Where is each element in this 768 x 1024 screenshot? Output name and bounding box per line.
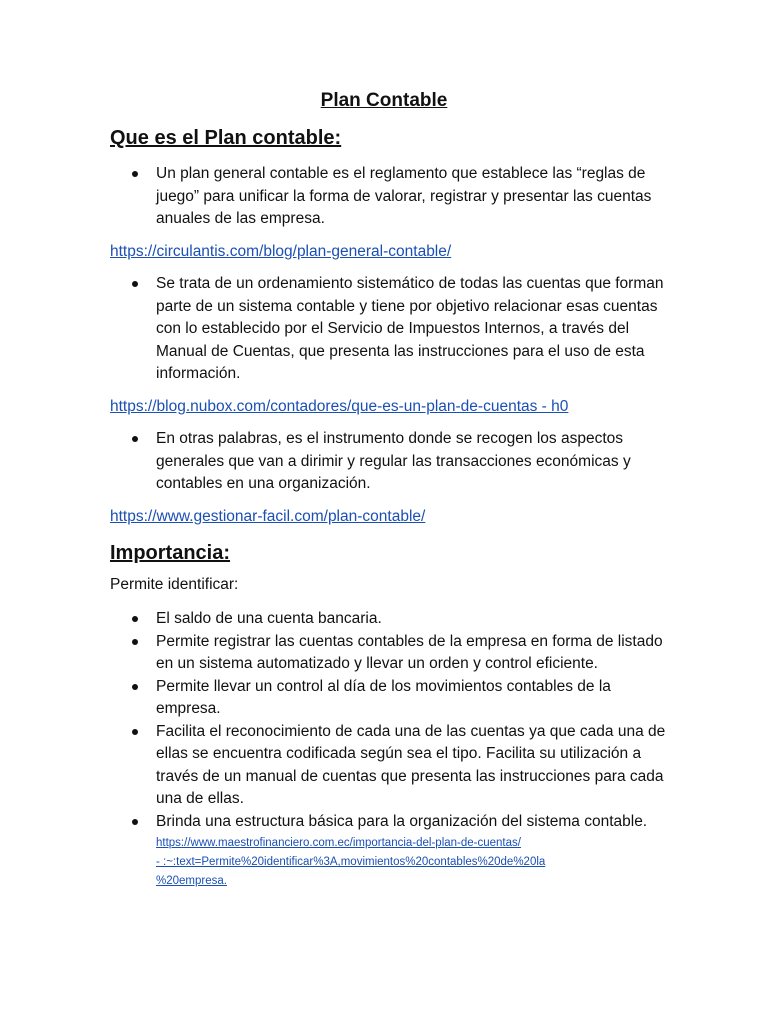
- bullet-icon: [132, 819, 138, 825]
- list-item: [110, 608, 670, 631]
- bullet-text: En otras palabras, es el instrumento donde se recogen los aspectos generales que van a dirimir y regular las transacciones económicas y contables en una organización.: [156, 430, 631, 492]
- list-item: [110, 676, 670, 721]
- bullet-icon: [132, 684, 138, 690]
- list-item: [110, 811, 670, 892]
- bullet-list-definition-3: [110, 428, 670, 496]
- bullet-text: El saldo de una cuenta bancaria.: [156, 610, 382, 627]
- list-item: [110, 428, 670, 496]
- intro-text: Permite identificar:: [110, 576, 239, 593]
- bullet-text: Un plan general contable es el reglamento que establece las “reglas de juego” para unificar la forma de valorar, registrar y presentar las cuentas anuales de las empresa.: [156, 165, 652, 227]
- bullet-text: Brinda una estructura básica para la organización del sistema contable.: [156, 812, 648, 830]
- bullet-icon: [132, 729, 138, 735]
- bullet-list-definition-1: [110, 163, 670, 231]
- source-link-maestrofinanciero-line-1[interactable]: https://www.maestrofinanciero.com.ec/importancia-del-plan-de-cuentas/: [156, 837, 521, 849]
- bullet-icon: [132, 639, 138, 645]
- bullet-icon: [132, 616, 138, 622]
- section-heading-importancia: Importancia:: [110, 542, 231, 564]
- bullet-text: Permite llevar un control al día de los movimientos contables de la empresa.: [156, 677, 611, 717]
- bullet-text: Permite registrar las cuentas contables de la empresa en forma de listado en un sistema automatizado y llevar un orden y control eficiente.: [156, 632, 663, 672]
- bullet-icon: [132, 281, 138, 287]
- list-item: [110, 631, 670, 676]
- section-heading-que-es: Que es el Plan contable:: [110, 127, 342, 149]
- list-item: [110, 273, 670, 386]
- bullet-text: Facilita el reconocimiento de cada una de las cuentas ya que cada una de ellas se encuentra codificada según sea el tipo. Facilita su utilización a través de un manual de cuentas que presenta las instrucciones para cada una de ellas.: [156, 722, 666, 807]
- bullet-list-importancia: [110, 608, 670, 891]
- document-title: Plan Contable: [320, 90, 448, 111]
- source-link-maestrofinanciero-line-2[interactable]: - :~:text=Permite%20identificar%3A,movimientos%20contables%20de%20la: [156, 856, 546, 868]
- source-link-nubox[interactable]: https://blog.nubox.com/contadores/que-es-un-plan-de-cuentas - h0: [110, 398, 569, 415]
- bullet-icon: [132, 436, 138, 442]
- bullet-list-definition-2: [110, 273, 670, 386]
- bullet-text: Se trata de un ordenamiento sistemático de todas las cuentas que forman parte de un sistema contable y tiene por objetivo relacionar esas cuentas con lo establecido por el Servicio de Impuestos Internos, a través del Manual de Cuentas, que presenta las instrucciones para el uso de esta información.: [156, 275, 664, 382]
- source-link-circulantis[interactable]: https://circulantis.com/blog/plan-general-contable/: [110, 243, 452, 260]
- source-link-gestionar-facil[interactable]: https://www.gestionar-facil.com/plan-contable/: [110, 508, 426, 525]
- list-item: [110, 721, 670, 811]
- source-link-maestrofinanciero-line-3[interactable]: %20empresa.: [156, 875, 227, 887]
- bullet-icon: [132, 171, 138, 177]
- list-item: [110, 163, 670, 231]
